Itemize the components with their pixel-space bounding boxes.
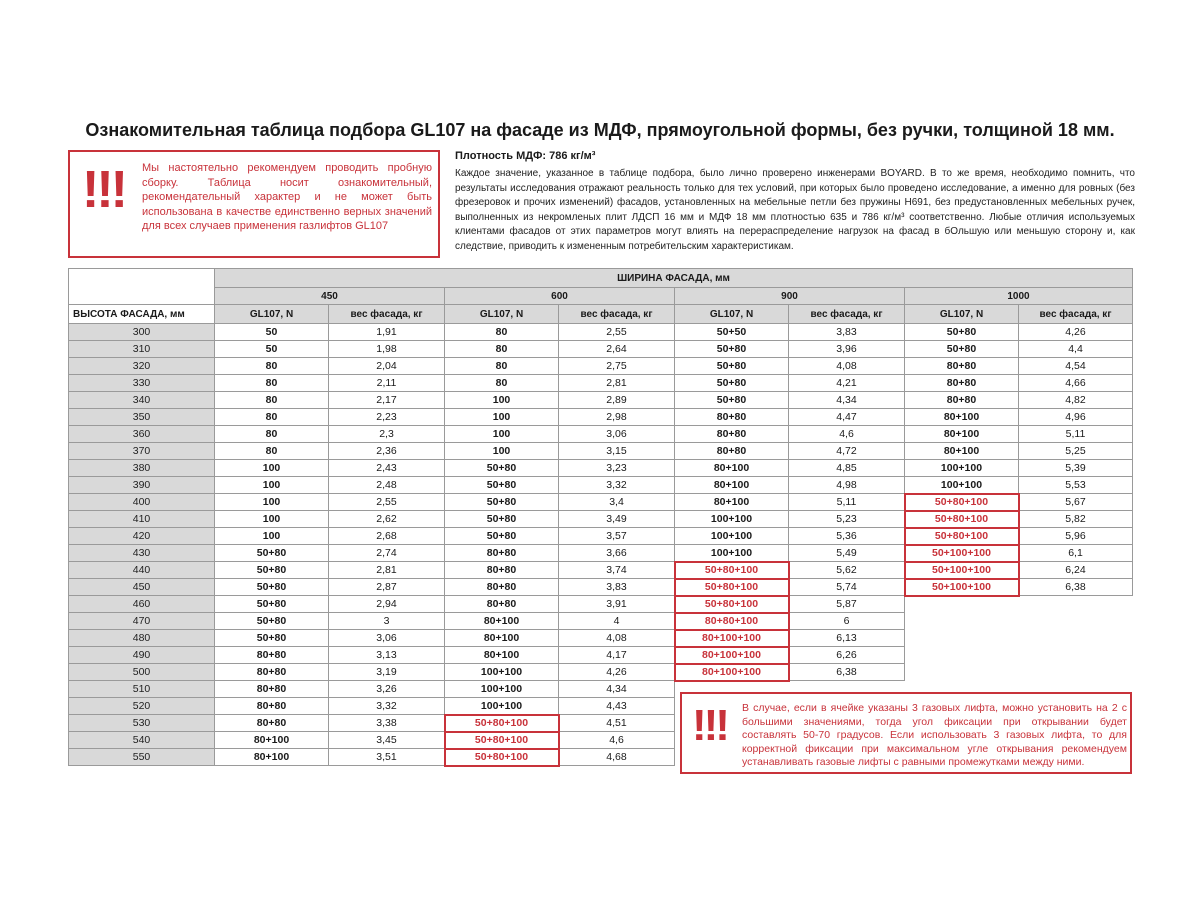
weight-cell: 3,32	[329, 698, 445, 715]
width-1000-header: 1000	[905, 288, 1133, 305]
gas-lift-cell: 50+80	[675, 375, 789, 392]
gas-lift-cell: 80+80	[445, 596, 559, 613]
weight-cell: 4,21	[789, 375, 905, 392]
weight-cell: 2,75	[559, 358, 675, 375]
gas-lift-cell: 50+80	[445, 477, 559, 494]
table-row	[69, 562, 1133, 579]
empty-cell	[1019, 647, 1133, 664]
gas-lift-cell: 80+80	[675, 426, 789, 443]
gas-lift-cell: 80+80	[905, 358, 1019, 375]
page-title: Ознакомительная таблица подбора GL107 на фасаде из МДФ, прямоугольной формы, без ручки, толщиной 18 мм.	[85, 120, 1115, 140]
weight-cell: 5,49	[789, 545, 905, 562]
col-gl-header: GL107, N	[215, 305, 329, 324]
gas-lift-cell: 50+80	[905, 324, 1019, 341]
weight-cell: 4,26	[1019, 324, 1133, 341]
table-row	[69, 392, 1133, 409]
gas-lift-cell: 80+100	[675, 494, 789, 511]
weight-cell: 6	[789, 613, 905, 630]
gas-lift-cell: 80+80	[215, 647, 329, 664]
table-row	[69, 375, 1133, 392]
table-row	[69, 426, 1133, 443]
gas-lift-cell: 80+80	[445, 579, 559, 596]
gas-lift-cell: 100	[215, 511, 329, 528]
gas-lift-cell: 80	[215, 409, 329, 426]
col-weight-header: вес фасада, кг	[559, 305, 675, 324]
gas-lift-cell: 80+100+100	[675, 664, 789, 681]
gas-lift-cell: 50+80	[675, 341, 789, 358]
height-cell: 430	[69, 545, 215, 562]
gas-lift-cell: 50+80+100	[905, 528, 1019, 545]
weight-cell: 5,25	[1019, 443, 1133, 460]
weight-cell: 4,08	[559, 630, 675, 647]
height-cell: 340	[69, 392, 215, 409]
height-cell: 370	[69, 443, 215, 460]
empty-cell	[905, 647, 1019, 664]
weight-cell: 2,64	[559, 341, 675, 358]
gas-lift-cell: 80	[215, 426, 329, 443]
height-cell: 550	[69, 749, 215, 766]
gas-lift-cell: 50+80+100	[675, 562, 789, 579]
table-row	[69, 579, 1133, 596]
gas-lift-cell: 50+100+100	[905, 562, 1019, 579]
gas-lift-cell: 80+80	[445, 562, 559, 579]
weight-cell: 3,26	[329, 681, 445, 698]
weight-cell: 5,11	[1019, 426, 1133, 443]
gas-lift-cell: 100	[215, 528, 329, 545]
weight-cell: 2,48	[329, 477, 445, 494]
weight-cell: 6,26	[789, 647, 905, 664]
height-cell: 520	[69, 698, 215, 715]
gas-lift-cell: 50+80	[445, 494, 559, 511]
recommendation-warning-box	[68, 150, 440, 258]
weight-cell: 2,43	[329, 460, 445, 477]
weight-cell: 2,94	[329, 596, 445, 613]
gas-lift-cell: 50+80+100	[445, 732, 559, 749]
gas-lift-cell: 80	[445, 375, 559, 392]
gas-lift-cell: 80+100	[675, 477, 789, 494]
empty-cell	[905, 664, 1019, 681]
weight-cell: 1,98	[329, 341, 445, 358]
weight-cell: 2,17	[329, 392, 445, 409]
gas-lift-cell: 80+100	[905, 426, 1019, 443]
gas-lift-cell: 80+100	[905, 443, 1019, 460]
weight-cell: 3,15	[559, 443, 675, 460]
height-cell: 460	[69, 596, 215, 613]
weight-cell: 4,54	[1019, 358, 1133, 375]
weight-cell: 2,04	[329, 358, 445, 375]
weight-cell: 3,74	[559, 562, 675, 579]
gas-lift-cell: 50+80+100	[675, 579, 789, 596]
weight-cell: 4,17	[559, 647, 675, 664]
height-cell: 470	[69, 613, 215, 630]
weight-cell: 2,89	[559, 392, 675, 409]
weight-cell: 5,87	[789, 596, 905, 613]
gas-lift-cell: 50+80	[905, 341, 1019, 358]
weight-cell: 5,53	[1019, 477, 1133, 494]
gas-lift-cell: 100	[215, 494, 329, 511]
weight-cell: 3,06	[559, 426, 675, 443]
gas-lift-cell: 80	[445, 324, 559, 341]
gas-lift-cell: 100+100	[675, 511, 789, 528]
weight-cell: 6,1	[1019, 545, 1133, 562]
table-row	[69, 324, 1133, 341]
weight-cell: 4,51	[559, 715, 675, 732]
gas-lift-warning-box	[680, 692, 1132, 774]
weight-cell: 2,11	[329, 375, 445, 392]
weight-cell: 4,68	[559, 749, 675, 766]
weight-cell: 6,24	[1019, 562, 1133, 579]
height-cell: 410	[69, 511, 215, 528]
gas-lift-cell: 80+80	[215, 664, 329, 681]
table-row	[69, 358, 1133, 375]
weight-cell: 2,55	[329, 494, 445, 511]
gas-lift-cell: 50+80+100	[905, 494, 1019, 511]
weight-cell: 3,4	[559, 494, 675, 511]
gas-lift-cell: 50	[215, 324, 329, 341]
weight-cell: 2,36	[329, 443, 445, 460]
gas-lift-cell: 100+100	[905, 477, 1019, 494]
weight-cell: 2,23	[329, 409, 445, 426]
table-row	[69, 341, 1133, 358]
gas-lift-cell: 80+80	[905, 375, 1019, 392]
gas-lift-cell: 50+80	[215, 613, 329, 630]
weight-cell: 5,36	[789, 528, 905, 545]
weight-cell: 3,96	[789, 341, 905, 358]
height-cell: 420	[69, 528, 215, 545]
gas-lift-cell: 50+80+100	[905, 511, 1019, 528]
height-cell: 500	[69, 664, 215, 681]
gas-lift-cell: 50+100+100	[905, 579, 1019, 596]
col-weight-header: вес фасада, кг	[1019, 305, 1133, 324]
height-cell: 510	[69, 681, 215, 698]
gas-lift-cell: 50+80+100	[675, 596, 789, 613]
gas-lift-cell: 100	[445, 409, 559, 426]
col-weight-header: вес фасада, кг	[329, 305, 445, 324]
gas-lift-cell: 80	[215, 375, 329, 392]
height-cell: 400	[69, 494, 215, 511]
gas-lift-cell: 50+80	[675, 392, 789, 409]
gas-lift-cell: 100+100	[445, 681, 559, 698]
table-row	[69, 613, 1133, 630]
gas-lift-cell: 80+80	[215, 715, 329, 732]
gas-lift-cell: 80+80	[675, 409, 789, 426]
height-cell: 300	[69, 324, 215, 341]
table-row	[69, 596, 1133, 613]
empty-cell	[1019, 630, 1133, 647]
empty-cell	[1019, 664, 1133, 681]
weight-cell: 4	[559, 613, 675, 630]
gas-lift-cell: 80+100	[675, 460, 789, 477]
height-cell: 310	[69, 341, 215, 358]
gas-lift-cell: 80	[215, 392, 329, 409]
gas-lift-cell: 80+80	[215, 681, 329, 698]
exclamation-icon: !!!	[692, 701, 727, 750]
weight-cell: 3,13	[329, 647, 445, 664]
weight-cell: 6,38	[1019, 579, 1133, 596]
weight-cell: 2,3	[329, 426, 445, 443]
gas-lift-cell: 80+100	[215, 749, 329, 766]
gas-lift-cell: 80+80	[905, 392, 1019, 409]
gas-lift-cell: 50+80	[215, 579, 329, 596]
weight-cell: 2,81	[329, 562, 445, 579]
col-weight-header: вес фасада, кг	[789, 305, 905, 324]
empty-cell	[905, 630, 1019, 647]
weight-cell: 4,66	[1019, 375, 1133, 392]
gas-lift-cell: 50+100+100	[905, 545, 1019, 562]
height-cell: 450	[69, 579, 215, 596]
width-header: ШИРИНА ФАСАДА, мм	[215, 269, 1133, 288]
gas-lift-cell: 80+80	[215, 698, 329, 715]
weight-cell: 3,49	[559, 511, 675, 528]
height-cell: 330	[69, 375, 215, 392]
weight-cell: 4,08	[789, 358, 905, 375]
height-cell: 440	[69, 562, 215, 579]
gas-lift-cell: 50+80	[445, 511, 559, 528]
description-text: Каждое значение, указанное в таблице подбора, было лично проверено инженерами BOYARD. В то же время, необходимо помнить, что результаты исследования отражают реальность только для тех условий, при которых было проведено исследование, а именно для ровных (без фрезеровок и прочих изменений) фасадов, установленных на мебельные петли без пружины H691, без предустановленных мебельных ручек, выполненных из некромленых плит ЛДСП 16 мм и МДФ 18 мм плотностью 635 и 786 кг/м³ соответственно. Любые отличия используемых клиентами фасадов от этих параметров могут влиять на перераспределение нагрузок на фасад в бОльшую или меньшую сторону и, как следствие, приводить к измененным потребительским характеристикам.	[455, 168, 1135, 252]
gas-lift-cell: 50+50	[675, 324, 789, 341]
gas-lift-cell: 80+80	[675, 443, 789, 460]
weight-cell: 3,19	[329, 664, 445, 681]
table-row	[69, 460, 1133, 477]
weight-cell: 4,4	[1019, 341, 1133, 358]
weight-cell: 2,87	[329, 579, 445, 596]
weight-cell: 2,55	[559, 324, 675, 341]
empty-cell	[1019, 596, 1133, 613]
gas-lift-cell: 50+80+100	[445, 749, 559, 766]
width-450-header: 450	[215, 288, 445, 305]
weight-cell: 3,23	[559, 460, 675, 477]
gas-lift-cell: 80+100	[215, 732, 329, 749]
weight-cell: 5,39	[1019, 460, 1133, 477]
gas-lift-cell: 80	[445, 341, 559, 358]
gas-lift-cell: 100+100	[675, 528, 789, 545]
gas-lift-cell: 50+80+100	[445, 715, 559, 732]
height-cell: 390	[69, 477, 215, 494]
empty-cell	[905, 596, 1019, 613]
gas-lift-cell: 100	[215, 477, 329, 494]
weight-cell: 4,85	[789, 460, 905, 477]
weight-cell: 4,6	[789, 426, 905, 443]
col-gl-header: GL107, N	[445, 305, 559, 324]
gas-lift-cell: 80+100	[905, 409, 1019, 426]
weight-cell: 4,6	[559, 732, 675, 749]
weight-cell: 4,26	[559, 664, 675, 681]
weight-cell: 4,43	[559, 698, 675, 715]
gas-lift-cell: 50+80	[215, 562, 329, 579]
gas-lift-cell: 50+80	[215, 545, 329, 562]
gas-lift-cell: 100	[445, 426, 559, 443]
gas-lift-cell: 100+100	[905, 460, 1019, 477]
weight-cell: 4,82	[1019, 392, 1133, 409]
weight-cell: 6,13	[789, 630, 905, 647]
weight-cell: 3,32	[559, 477, 675, 494]
height-cell: 360	[69, 426, 215, 443]
weight-cell: 5,11	[789, 494, 905, 511]
gas-lift-cell: 80+80	[445, 545, 559, 562]
col-gl-header: GL107, N	[905, 305, 1019, 324]
height-cell: 540	[69, 732, 215, 749]
weight-cell: 3,91	[559, 596, 675, 613]
weight-cell: 3,45	[329, 732, 445, 749]
weight-cell: 2,74	[329, 545, 445, 562]
weight-cell: 2,62	[329, 511, 445, 528]
gas-lift-cell: 50+80	[445, 528, 559, 545]
weight-cell: 3,57	[559, 528, 675, 545]
recommendation-warning-text: Мы настоятельно рекомендуем проводить пробную сборку. Таблица носит ознакомительный, рекомендательный характер и не может быть использована в качестве единственно верных значений для всех случаев применения газлифтов GL107	[142, 162, 432, 232]
weight-cell: 2,68	[329, 528, 445, 545]
exclamation-icon: !!!	[82, 161, 125, 219]
weight-cell: 4,72	[789, 443, 905, 460]
density-label: Плотность МДФ: 786 кг/м³	[455, 150, 596, 162]
empty-cell	[905, 613, 1019, 630]
table-row	[69, 494, 1133, 511]
gas-lift-cell: 100+100	[445, 664, 559, 681]
weight-cell: 2,81	[559, 375, 675, 392]
gas-lift-cell: 100	[445, 392, 559, 409]
width-600-header: 600	[445, 288, 675, 305]
weight-cell: 3,38	[329, 715, 445, 732]
height-cell: 490	[69, 647, 215, 664]
gas-lift-cell: 80	[445, 358, 559, 375]
width-900-header: 900	[675, 288, 905, 305]
height-cell: 320	[69, 358, 215, 375]
weight-cell: 4,96	[1019, 409, 1133, 426]
weight-cell: 3	[329, 613, 445, 630]
weight-cell: 5,82	[1019, 511, 1133, 528]
gas-lift-warning-text: В случае, если в ячейке указаны 3 газовых лифта, можно установить на 2 с большими значениями, тогда угол фиксации при открывании будет составлять 50-70 градусов. Если использовать 3 газовых лифта, то для корректной фиксации при максимальном угле открывания рекомендуем устанавливать газовые лифты с равными промежутками между ними.	[742, 702, 1127, 768]
weight-cell: 3,83	[789, 324, 905, 341]
height-header: ВЫСОТА ФАСАДА, мм	[69, 305, 215, 324]
empty-cell	[1019, 613, 1133, 630]
height-cell: 350	[69, 409, 215, 426]
gas-lift-cell: 100+100	[445, 698, 559, 715]
gas-lift-cell: 50+80	[215, 596, 329, 613]
weight-cell: 6,38	[789, 664, 905, 681]
weight-cell: 5,67	[1019, 494, 1133, 511]
gas-lift-cell: 100	[445, 443, 559, 460]
gas-lift-cell: 80+100+100	[675, 647, 789, 664]
weight-cell: 4,47	[789, 409, 905, 426]
weight-cell: 3,66	[559, 545, 675, 562]
height-cell: 530	[69, 715, 215, 732]
weight-cell: 2,98	[559, 409, 675, 426]
weight-cell: 4,34	[559, 681, 675, 698]
table-row	[69, 545, 1133, 562]
gas-lift-cell: 100+100	[675, 545, 789, 562]
table-row	[69, 647, 1133, 664]
weight-cell: 3,51	[329, 749, 445, 766]
weight-cell: 5,62	[789, 562, 905, 579]
weight-cell: 3,06	[329, 630, 445, 647]
weight-cell: 3,83	[559, 579, 675, 596]
gas-lift-cell: 80	[215, 443, 329, 460]
gas-lift-cell: 50+80	[675, 358, 789, 375]
gas-lift-cell: 80+100+100	[675, 630, 789, 647]
gas-lift-cell: 80	[215, 358, 329, 375]
gas-lift-cell: 80+100	[445, 613, 559, 630]
table-row	[69, 409, 1133, 426]
gas-lift-cell: 80+100	[445, 647, 559, 664]
table-row	[69, 664, 1133, 681]
table-corner-cell	[69, 269, 215, 305]
table-row	[69, 630, 1133, 647]
weight-cell: 5,96	[1019, 528, 1133, 545]
gas-lift-cell: 50+80	[445, 460, 559, 477]
height-cell: 480	[69, 630, 215, 647]
weight-cell: 5,74	[789, 579, 905, 596]
table-row	[69, 443, 1133, 460]
table-row	[69, 511, 1133, 528]
table-row	[69, 528, 1133, 545]
weight-cell: 4,98	[789, 477, 905, 494]
gas-lift-cell: 100	[215, 460, 329, 477]
weight-cell: 5,23	[789, 511, 905, 528]
col-gl-header: GL107, N	[675, 305, 789, 324]
gas-lift-cell: 50+80	[215, 630, 329, 647]
height-cell: 380	[69, 460, 215, 477]
table-row	[69, 477, 1133, 494]
gas-lift-cell: 50	[215, 341, 329, 358]
gas-lift-cell: 80+80+100	[675, 613, 789, 630]
weight-cell: 4,34	[789, 392, 905, 409]
weight-cell: 1,91	[329, 324, 445, 341]
gas-lift-cell: 80+100	[445, 630, 559, 647]
